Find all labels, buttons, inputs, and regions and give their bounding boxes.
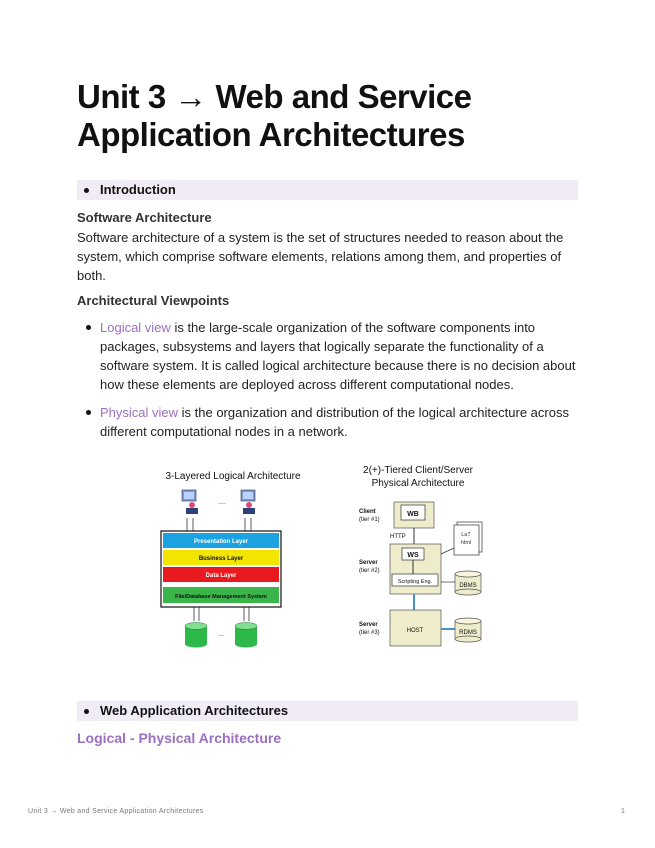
physical-architecture-title-1: 2(+)-Tiered Client/Server xyxy=(363,465,473,476)
logical-view-term: Logical view xyxy=(100,320,171,335)
software-architecture-text: Software architecture of a system is the set of structures needed to reason about the system, which comprise software elements, relations among them, and properties of both. xyxy=(77,230,564,283)
file-db-layer-label: File/Database Management System xyxy=(175,594,267,600)
physical-view-term: Physical view xyxy=(100,405,179,420)
wb-label: WB xyxy=(407,511,419,518)
footer-title: Unit 3 → Web and Service Application Architectures xyxy=(28,808,204,815)
rdms-label: RDMS xyxy=(459,630,477,636)
dbms-icon xyxy=(455,571,481,595)
software-architecture-heading: Software Architecture xyxy=(77,210,212,225)
database-icon xyxy=(185,623,207,648)
user-workstation-icon xyxy=(241,490,255,514)
user-arrows xyxy=(187,518,251,531)
server3-tier-label: Server xyxy=(359,622,378,628)
rdms-icon xyxy=(455,618,481,642)
database-icon xyxy=(235,623,257,648)
bullet-dot xyxy=(84,188,89,193)
ws-label: WS xyxy=(407,552,419,559)
http-label: HTTP xyxy=(390,534,406,540)
page-title: Unit 3 → Web and Service Application Architectures xyxy=(77,78,472,153)
section-web-architectures xyxy=(77,701,578,721)
bullet-dot xyxy=(86,410,91,415)
logical-architecture-title: 3-Layered Logical Architecture xyxy=(165,471,301,482)
physical-view-text: is the organization and distribution of the logical architecture across different computational nodes in a network. xyxy=(100,405,569,439)
data-layer-label: Data Layer xyxy=(205,573,237,579)
db-arrows xyxy=(194,607,249,621)
doc-link xyxy=(441,548,454,554)
architecture-figure xyxy=(150,458,505,658)
users-ellipsis: .... xyxy=(218,499,226,506)
client-tier-num: (tier #1) xyxy=(359,517,380,523)
section-label: Web Application Architectures xyxy=(100,703,289,718)
db-ellipsis: ... xyxy=(218,631,224,638)
server-tier-label: Server xyxy=(359,560,378,566)
host-label: HOST xyxy=(406,628,424,634)
section-label: Introduction xyxy=(100,182,176,197)
html-doc-line1: LaT xyxy=(461,532,471,538)
section-introduction xyxy=(77,180,578,200)
user-workstation-icon xyxy=(182,490,198,514)
server3-tier-num: (tier #3) xyxy=(359,630,380,636)
client-tier-label: Client xyxy=(359,509,376,515)
bullet-dot xyxy=(86,325,91,330)
server-tier-num: (tier #2) xyxy=(359,568,380,574)
logical-view-text: is the large-scale organization of the software components into packages, subsystems and layers that logically separate the functionality of a software system. It is called logical architecture because there is no decision about how these elements are deployed across different computational nodes. xyxy=(100,320,576,392)
presentation-layer-label: Presentation Layer xyxy=(193,539,249,545)
logical-physical-heading: Logical - Physical Architecture xyxy=(77,730,282,746)
page-number: 1 xyxy=(621,808,625,815)
list-item-logical-view xyxy=(100,318,582,394)
html-document-icon xyxy=(454,522,482,555)
list-item-physical-view xyxy=(100,403,582,441)
html-doc-line2: html xyxy=(460,540,472,546)
business-layer-label: Business Layer xyxy=(198,556,244,562)
dbms-label: DBMS xyxy=(459,583,477,589)
bullet-dot xyxy=(84,709,89,714)
scripting-label: Scripting Eng. xyxy=(397,579,433,585)
viewpoints-heading: Architectural Viewpoints xyxy=(77,293,230,308)
physical-architecture-title-2: Physical Architecture xyxy=(371,478,465,489)
